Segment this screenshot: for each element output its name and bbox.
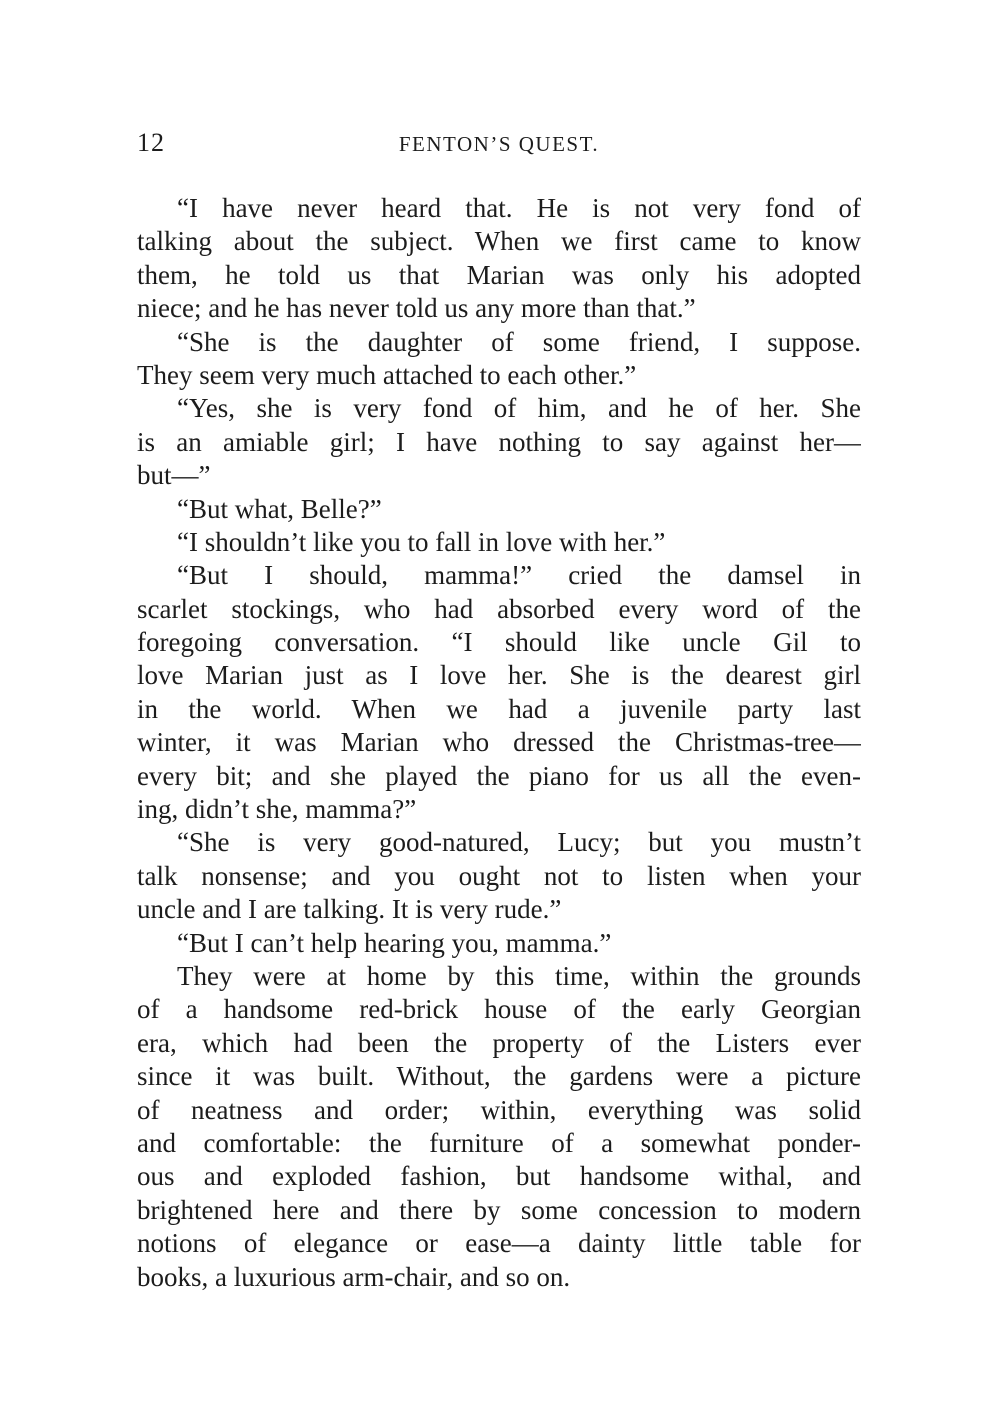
text-line: “But what, Belle?” <box>177 493 382 524</box>
text-line: talk nonsense; and you ought not to listen when your <box>137 860 861 891</box>
text-line: “Yes, she is very fond of him, and he of her. She <box>177 393 861 424</box>
text-line: They seem very much attached to each other.” <box>137 359 637 390</box>
text-line: winter, it was Marian who dressed the Christmas-tree— <box>137 727 861 758</box>
text-line: books, a luxurious arm-chair, and so on. <box>137 1261 571 1292</box>
text-line: “I have never heard that. He is not very fond of <box>177 193 861 223</box>
text-line: since it was built. Without, the gardens were a picture <box>137 1061 861 1092</box>
text-line: them, he told us that Marian was only his adopted <box>137 259 861 290</box>
text-line: era, which had been the property of the Listers ever <box>137 1027 861 1058</box>
text-line: but—” <box>137 460 211 491</box>
text-line: They were at home by this time, within the grounds <box>177 960 861 991</box>
text-line: niece; and he has never told us any more than that.” <box>137 293 696 324</box>
text-line: “But I can’t help hearing you, mamma.” <box>177 927 612 958</box>
text-line: is an amiable girl; I have nothing to say against her— <box>137 426 861 457</box>
text-line: every bit; and she played the piano for us all the even- <box>137 760 861 791</box>
text-line: in the world. When we had a juvenile party last <box>137 693 861 724</box>
text-line: of a handsome red-brick house of the early Georgian <box>137 994 861 1025</box>
text-line: talking about the subject. When we first came to know <box>137 226 861 257</box>
text-line: ous and exploded fashion, but handsome withal, and <box>137 1161 861 1192</box>
text-line: and comfortable: the furniture of a somewhat ponder- <box>137 1127 861 1158</box>
text-line: “But I should, mamma!” cried the damsel in <box>177 560 861 591</box>
text-line: ing, didn’t she, mamma?” <box>137 794 417 825</box>
text-line: love Marian just as I love her. She is the dearest girl <box>137 660 861 691</box>
running-head <box>137 128 861 162</box>
text-line: foregoing conversation. “I should like uncle Gil to <box>137 627 861 658</box>
text-line: “She is very good-natured, Lucy; but you mustn’t <box>177 827 861 858</box>
text-line: “I shouldn’t like you to fall in love with her.” <box>177 526 666 557</box>
body-text <box>137 192 861 1294</box>
text-line: uncle and I are talking. It is very rude.” <box>137 894 562 925</box>
text-line: brightened here and there by some concession to modern <box>137 1194 861 1225</box>
text-line: of neatness and order; within, everything was solid <box>137 1094 861 1125</box>
text-line: scarlet stockings, who had absorbed every word of the <box>137 593 861 624</box>
page-number: 12 <box>137 128 165 157</box>
running-title: FENTON’S QUEST. <box>398 132 600 156</box>
text-line: “She is the daughter of some friend, I suppose. <box>177 326 861 357</box>
text-line: notions of elegance or ease—a dainty little table for <box>137 1228 861 1259</box>
